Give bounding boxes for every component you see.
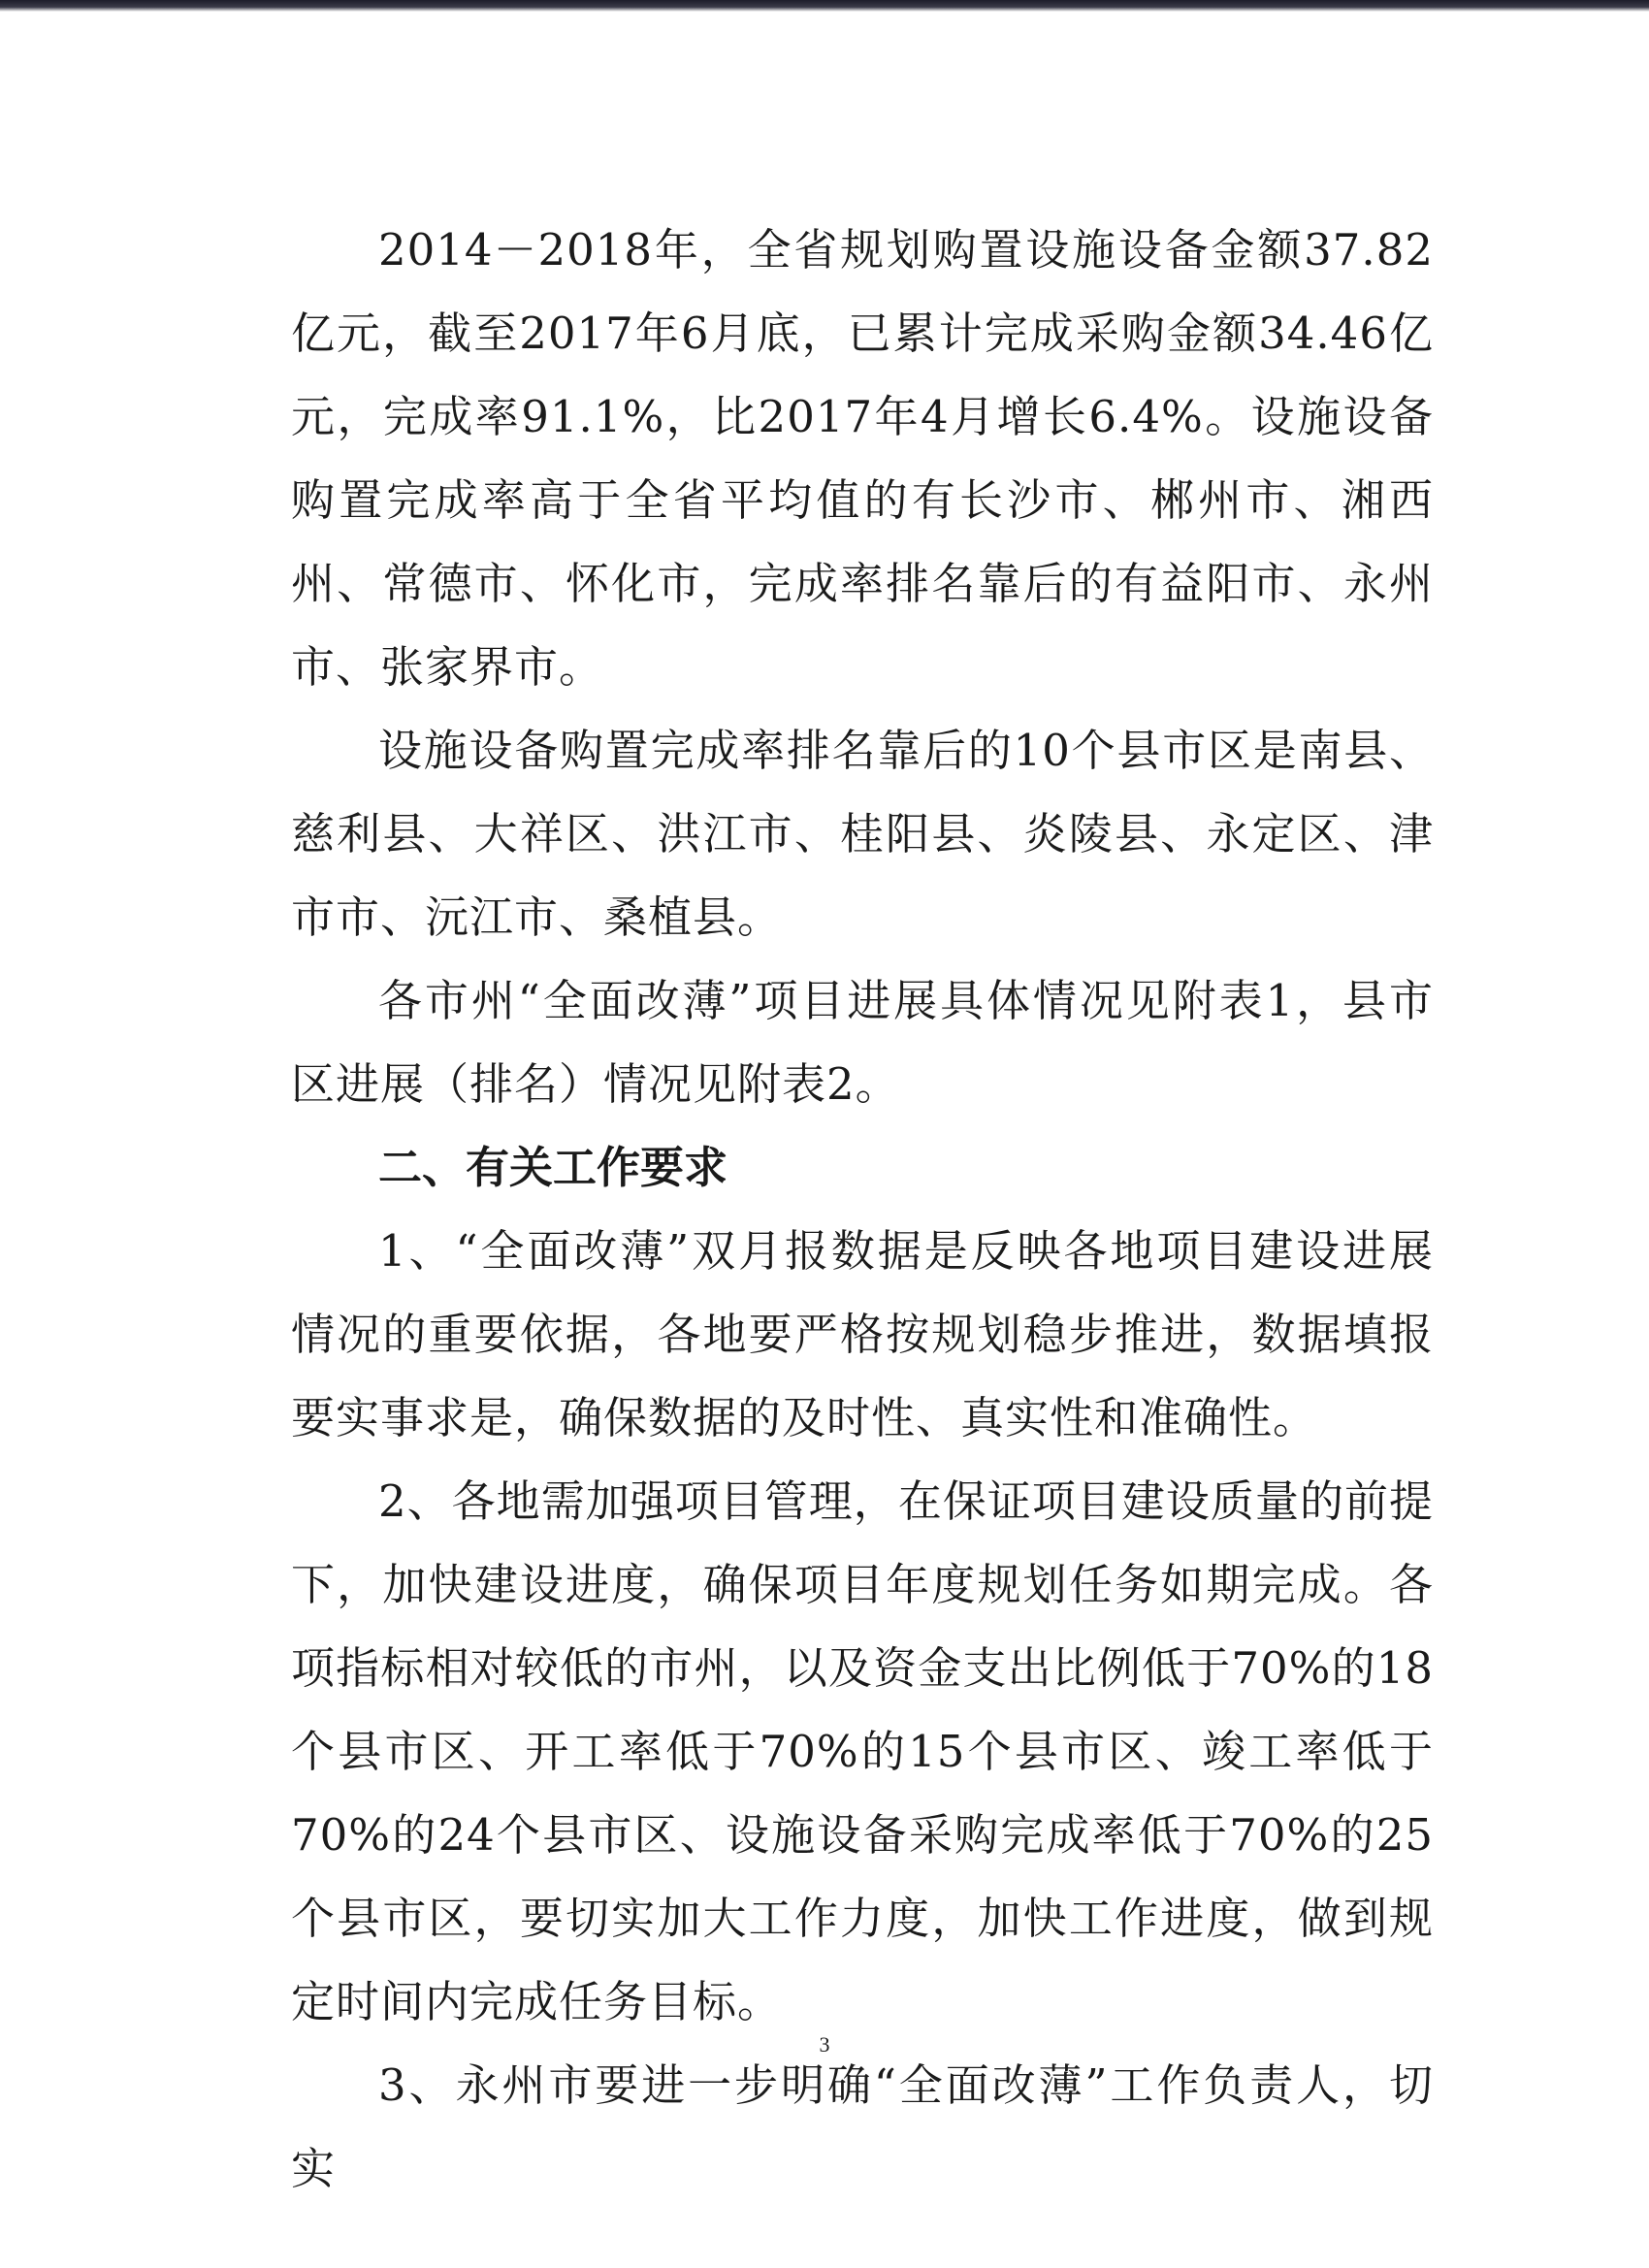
requirement-item-1: 1、“全面改薄”双月报数据是反映各地项目建设进展情况的重要依据，各地要严格按规划稳步推进，数据填报要实事求是，确保数据的及时性、真实性和准确性。 bbox=[291, 1225, 1434, 1443]
paragraph-lagging-counties: 设施设备购置完成率排名靠后的10个县市区是南县、慈利县、大祥区、洪江市、桂阳县、炎陵县、永定区、津市市、沅江市、桑植县。 bbox=[291, 725, 1434, 943]
paragraph-equipment-purchase: 2014－2018年，全省规划购置设施设备金额37.82亿元，截至2017年6月底，已累计完成采购金额34.46亿元，完成率91.1%，比2017年4月增长6.4%。设施设备购置完成率高于全省平均值的有长沙市、郴州市、湘西州、常德市、怀化市，完成率排名靠后的有益阳市、永州市、张家界市。 bbox=[291, 224, 1434, 693]
paragraph-appendix-reference: 各市州“全面改薄”项目进展具体情况见附表1，县市区进展（排名）情况见附表2。 bbox=[291, 975, 1434, 1110]
requirement-item-3: 3、永州市要进一步明确“全面改薄”工作负责人，切实 bbox=[291, 2059, 1434, 2194]
section-heading: 二、有关工作要求 bbox=[378, 1142, 728, 1193]
document-body bbox=[291, 209, 1434, 2211]
scan-top-edge bbox=[0, 0, 1649, 12]
requirement-item-2: 2、各地需加强项目管理，在保证项目建设质量的前提下，加快建设进度，确保项目年度规划任务如期完成。各项指标相对较低的市州，以及资金支出比例低于70%的18个县市区、开工率低于70%的15个县市区、竣工率低于70%的24个县市区、设施设备采购完成率低于70%的25个县市区，要切实加大工作力度，加快工作进度，做到规定时间内完成任务目标。 bbox=[291, 1475, 1434, 2027]
page-number: 3 bbox=[819, 2032, 830, 2057]
